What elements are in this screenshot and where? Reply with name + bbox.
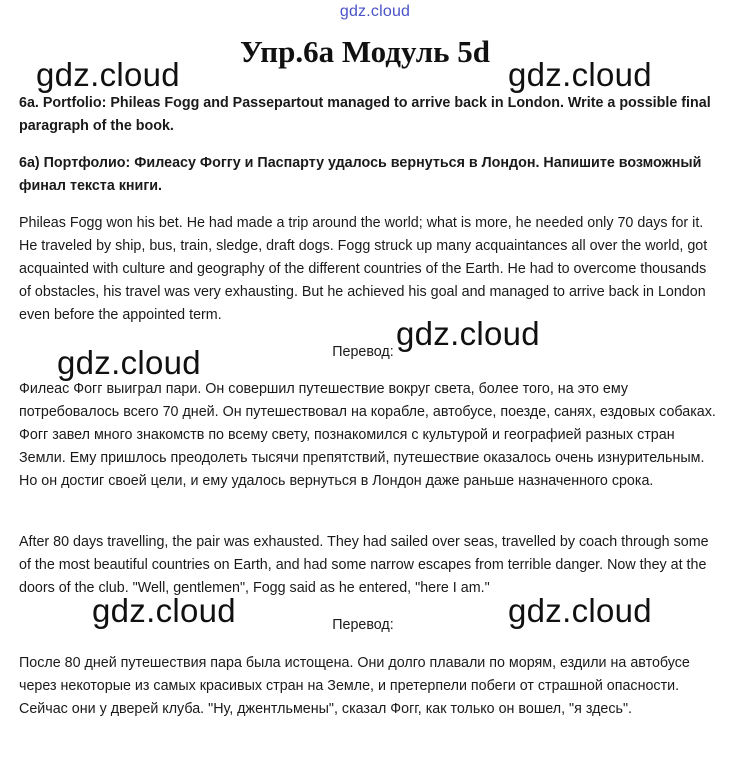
task-russian: 6а) Портфолио: Филеасу Фоггу и Паспарту удалось вернуться в Лондон. Напишите возможный финал текста книги. [19, 155, 702, 194]
watermark-text: gdz.cloud [508, 56, 652, 93]
watermark-text: gdz.cloud [36, 56, 180, 93]
paragraph-1-english: Phileas Fogg won his bet. He had made a trip around the world; what is more, he needed only 70 days for it. He traveled by ship, bus, train, sledge, draft dogs. Fogg struck up many acquaintances all over the world, got acquainted with culture and geography of the different countries of the Earth. He had to overcome thousands of obstacles, his travel was very exhausting. But he achieved his goal and managed to arrive back in London even before the appointed term. [19, 215, 708, 323]
paragraph-2-russian: После 80 дней путешествия пара была истощена. Они долго плавали по морям, ездили на автобусе через некоторые из самых красивых стран на Земле, и претерпели побеги от страшной опасности. Сейчас они у дверей клуба. "Ну, джентльмены", сказал Фогг, как только он вошел, "я здесь". [19, 655, 690, 717]
watermark-text: gdz.cloud [396, 315, 540, 352]
watermark-text: gdz.cloud [92, 592, 236, 629]
translation-label-2: Перевод: [332, 617, 394, 633]
task-english: 6a. Portfolio: Phileas Fogg and Passepartout managed to arrive back in London. Write a possible final paragraph of the book. [19, 95, 711, 134]
top-watermark: gdz.cloud [339, 3, 411, 20]
watermark-text: gdz.cloud [57, 344, 201, 381]
paragraph-2-english: After 80 days travelling, the pair was exhausted. They had sailed over seas, travelled by coach through some of the most beautiful countries on Earth, and had some narrow escapes from terrible danger. Now they at the doors of the club. "Well, gentlemen", Fogg said as he entered, "here I am." [19, 534, 709, 596]
page-title: Упр.6a Модуль 5d [240, 34, 490, 69]
paragraph-1-russian: Филеас Фогг выиграл пари. Он совершил путешествие вокруг света, более того, на это ему потребовалось всего 70 дней. Он путешествовал на корабле, автобусе, поезде, санях, ездовых собаках. Фогг завел много знакомств по всему свету, познакомился с культурой и географией разных стран Земли. Ему пришлось преодолеть тысячи препятствий, путешествие оказалось очень изнурительным. Но он достиг своей цели, и ему удалось вернуться в Лондон даже раньше назначенного срока. [19, 381, 716, 489]
watermark-text: gdz.cloud [508, 592, 652, 629]
translation-label-1: Перевод: [332, 344, 394, 360]
